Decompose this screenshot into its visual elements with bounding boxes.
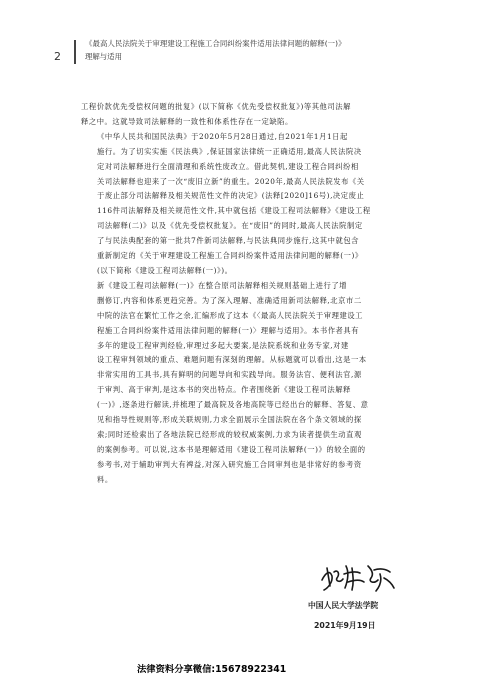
signature-date: 2021年9月19日	[314, 621, 376, 630]
text-line: (一)》,逐条进行解读,并梳理了最高院及各地高院等已经出台的解释、答复、意	[97, 400, 369, 410]
header-divider	[74, 40, 76, 64]
running-header	[46, 39, 426, 65]
text-line: 设工程审判领域的重点、难题问题有深刻的理解。从标题就可以看出,这是一本	[97, 355, 367, 365]
text-line: 程施工合同纠纷案件适用法律问题的解释(一)〉理解与适用》。本书作者具有	[97, 325, 360, 335]
text-line: 司法解释(二)》以及《优先受偿权批复》。在“废旧”的同时,最高人民法院制定	[97, 221, 363, 231]
text-line: (以下简称《建设工程司法解释(一)》)。	[97, 265, 233, 275]
preface-body	[81, 100, 416, 488]
text-line: 重新制定的《关于审理建设工程施工合同纠纷案件适用法律问题的解释(一)》	[97, 251, 363, 261]
preface-paragraph	[81, 130, 416, 279]
text-line: 116件司法解释及相关规范性文件,其中就包括《建设工程司法解释》《建设工程	[97, 206, 371, 216]
text-line: 非常实用的工具书,具有鲜明的问题导向和实践导向。服务法官、便利法官,源	[97, 370, 362, 380]
text-line: 料。	[97, 474, 113, 484]
book-title: 《最高人民法院关于审理建设工程施工合同纠纷案件适用法律问题的解释(一)》	[85, 39, 346, 48]
text-line: 索;同时还检索出了各地法院已经形成的较权威案例,力求为读者提供生动直观	[97, 429, 362, 439]
signature-organization: 中国人民大学法学院	[308, 601, 379, 610]
text-line: 了与民法典配套的第一批共7件新司法解释,与民法典同步施行,这其中就包含	[97, 236, 360, 246]
text-line: 的案例参考。可以说,这本书是理解适用《建设工程司法解释(一)》的较全面的	[97, 444, 366, 454]
preface-paragraph	[81, 279, 416, 488]
text-line: 施行。为了切实实施《民法典》,保证国家法律统一正确适用,最高人民法院决	[97, 146, 362, 156]
text-line: 参考书,对于辅助审判大有裨益,对深入研究施工合同审判也是非常好的参考资	[97, 459, 362, 469]
text-line: 新《建设工程司法解释(一)》在整合原司法解释相关规则基础上进行了增	[97, 280, 348, 290]
text-line: 于审判、高于审判,是这本书的突出特点。作者围绕新《建设工程司法解释	[97, 385, 351, 395]
text-line: 释之中。这就导致司法解释的一致性和体系性存在一定缺陷。	[81, 116, 293, 126]
page-number: 2	[54, 50, 61, 63]
text-line: 删修订,内容和体系更趋完善。为了深入理解、准确适用新司法解释,北京市二	[97, 295, 362, 305]
text-line: 定对司法解释进行全面清理和系统性废改立。借此契机,建设工程合同纠纷相	[97, 161, 359, 171]
text-line: 工程价款优先受偿权问题的批复》(以下简称《优先受偿权批复》)等其他司法解	[81, 102, 351, 111]
footer-share-note: 法律资料分享微信:15678922341	[137, 664, 287, 675]
text-line: 于废止部分司法解释及相关规范性文件的决定》(法释[2020]16号),决定废止	[97, 191, 365, 201]
text-line: 关司法解释也迎来了一次“废旧立新”的重生。2020年,最高人民法院发布《关	[97, 176, 365, 186]
text-line: 多年的建设工程审判经验,审理过多起大要案,是法院系统和业务专家,对建	[97, 340, 349, 350]
text-line: 见和指导性规则等,形成关联规则,力求全面展示全国法院在各个条文领域的探	[97, 415, 362, 425]
book-subtitle: 理解与适用	[85, 52, 122, 61]
text-line: 《中华人民共和国民法典》于2020年5月28日通过,自2021年1月1日起	[97, 131, 348, 141]
preface-paragraph	[81, 100, 416, 130]
handwritten-signature	[318, 560, 398, 594]
text-line: 中院的法官在繁忙工作之余,汇编形成了这本《〈最高人民法院关于审理建设工	[97, 310, 364, 320]
